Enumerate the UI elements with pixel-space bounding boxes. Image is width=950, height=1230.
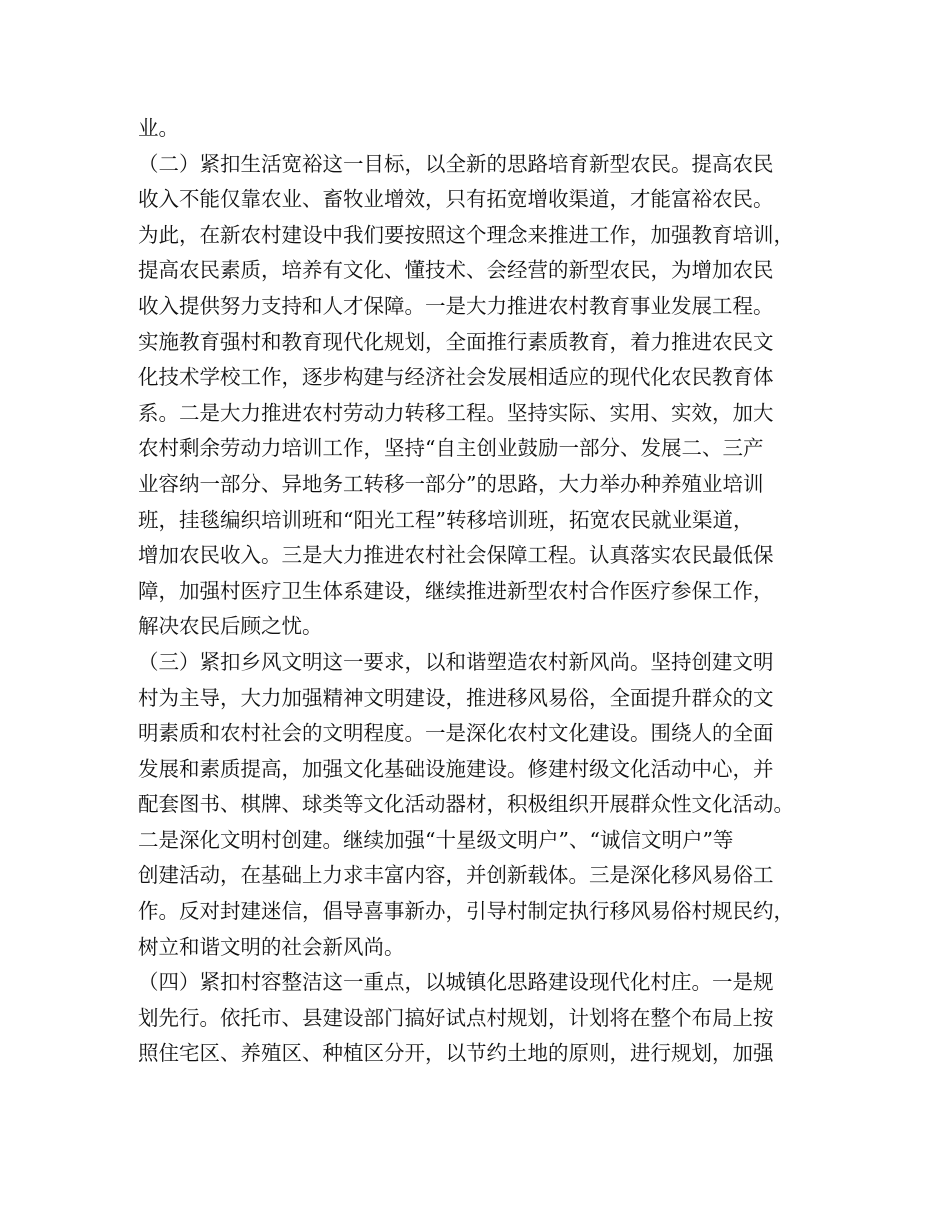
text-line: 增加农民收入。三是大力推进农村社会保障工程。认真落实农民最低保 <box>138 543 774 568</box>
text-line: 系。二是大力推进农村劳动力转移工程。坚持实际、实用、实效，加大 <box>138 400 774 425</box>
text-line: （四）紧扣村容整洁这一重点，以城镇化思路建设现代化村庄。一是规 <box>138 970 774 995</box>
text-line: 障，加强村医疗卫生体系建设，继续推进新型农村合作医疗参保工作， <box>138 578 774 603</box>
text-line: 创建活动，在基础上力求丰富内容，并创新载体。三是深化移风易俗工 <box>138 863 774 888</box>
text-line: 业容纳一部分、异地务工转移一部分”的思路，大力举办种养殖业培训 <box>138 471 764 496</box>
text-line: 化技术学校工作，逐步构建与经济社会发展相适应的现代化农民教育体 <box>138 365 774 390</box>
text-line: 班，挂毯编织培训班和“阳光工程”转移培训班，拓宽农民就业渠道， <box>138 507 754 532</box>
text-line: 配套图书、棋牌、球类等文化活动器材，积极组织开展群众性文化活动。 <box>138 792 794 817</box>
text-line: 村为主导，大力加强精神文明建设，推进移风易俗，全面提升群众的文 <box>138 685 774 710</box>
text-line: 照住宅区、养殖区、种植区分开，以节约土地的原则，进行规划，加强 <box>138 1041 774 1066</box>
text-line: 收入不能仅靠农业、畜牧业增效，只有拓宽增收渠道，才能富裕农民。 <box>138 187 774 212</box>
text-line: 农村剩余劳动力培训工作，坚持“自主创业鼓励一部分、发展二、三产 <box>138 436 764 461</box>
text-line: 发展和素质提高，加强文化基础设施建设。修建村级文化活动中心，并 <box>138 756 774 781</box>
text-line: 业。 <box>138 116 179 140</box>
text-line: 实施教育强村和教育现代化规划，全面推行素质教育，着力推进农民文 <box>138 329 774 354</box>
text-line: 为此，在新农村建设中我们要按照这个理念来推进工作，加强教育培训， <box>138 222 794 247</box>
text-line: 收入提供努力支持和人才保障。一是大力推进农村教育事业发展工程。 <box>138 293 774 318</box>
text-line: 作。反对封建迷信，倡导喜事新办，引导村制定执行移风易俗村规民约， <box>138 899 794 924</box>
text-line: 明素质和农村社会的文明程度。一是深化农村文化建设。围绕人的全面 <box>138 721 774 746</box>
text-line: 树立和谐文明的社会新风尚。 <box>138 934 405 959</box>
text-line: 解决农民后顾之忧。 <box>138 614 323 639</box>
text-line: （三）紧扣乡风文明这一要求，以和谐塑造农村新风尚。坚持创建文明 <box>138 649 774 674</box>
text-line: 划先行。依托市、县建设部门搞好试点村规划，计划将在整个布局上按 <box>138 1005 774 1030</box>
text-line: 提高农民素质，培养有文化、懂技术、会经营的新型农民，为增加农民 <box>138 258 774 283</box>
document-body-text <box>138 111 838 1072</box>
text-line: 二是深化文明村创建。继续加强“十星级文明户”、“诚信文明户”等 <box>138 827 734 852</box>
text-line: （二）紧扣生活宽裕这一目标，以全新的思路培育新型农民。提高农民 <box>138 151 774 176</box>
